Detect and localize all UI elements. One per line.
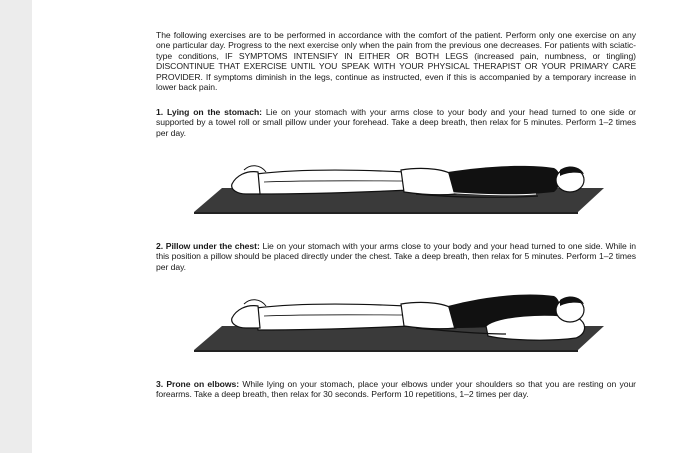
- exercise-1-title: Lying on the stomach:: [166, 107, 262, 117]
- exercise-1: [156, 107, 636, 138]
- exercise-1-number: 1.: [156, 107, 164, 117]
- intro-paragraph: The following exercises are to be performed in accordance with the comfort of the patient. Perform only one exercise on any one particular day. Progress to the next exercise only when the pain from the previous one decreases. For patients with sciatic-type conditions, IF SYMPTOMS INTENSIFY IN EITHER OR BOTH LEGS (increased pain, numbness, or tingling) DISCONTINUE THAT EXERCISE UNTIL YOU SPEAK WITH YOUR PHYSICAL THERAPIST OR YOUR PRIMARY CARE PROVIDER. If symptoms diminish in the legs, continue as instructed, even if this is accompanied by a temporary increase in lower back pain.: [156, 30, 636, 93]
- lying-on-stomach-illustration: [186, 150, 608, 220]
- exercise-2: [156, 241, 636, 272]
- exercise-3: [156, 379, 636, 400]
- document-page: [32, 0, 684, 453]
- pillow-under-chest-illustration: [186, 290, 608, 358]
- exercise-2-body: Lie on your stomach with your arms close to your body and your head turned to one side. While in this position a pillow should be placed directly under the chest. Take a deep breath, then relax for 5 minutes. Perform 1–2 times per day.: [156, 241, 637, 272]
- exercise-1-body: Lie on your stomach with your arms close to your body and your head turned to one side or supported by a towel roll or small pillow under your forehead. Take a deep breath, then relax for 5 minutes. Perform 1–2 times per day.: [156, 107, 636, 138]
- exercise-2-number: 2.: [156, 241, 164, 251]
- exercise-2-title: Pillow under the chest:: [165, 241, 260, 251]
- exercise-3-number: 3.: [156, 379, 164, 389]
- exercise-3-title: Prone on elbows:: [166, 379, 240, 389]
- left-margin: [0, 0, 32, 453]
- exercise-3-body: While lying on your stomach, place your elbows under your shoulders so that you are resting on your forearms. Take a deep breath, then relax for 30 seconds. Perform 10 repetitions, 1–2 times per day.: [156, 379, 636, 400]
